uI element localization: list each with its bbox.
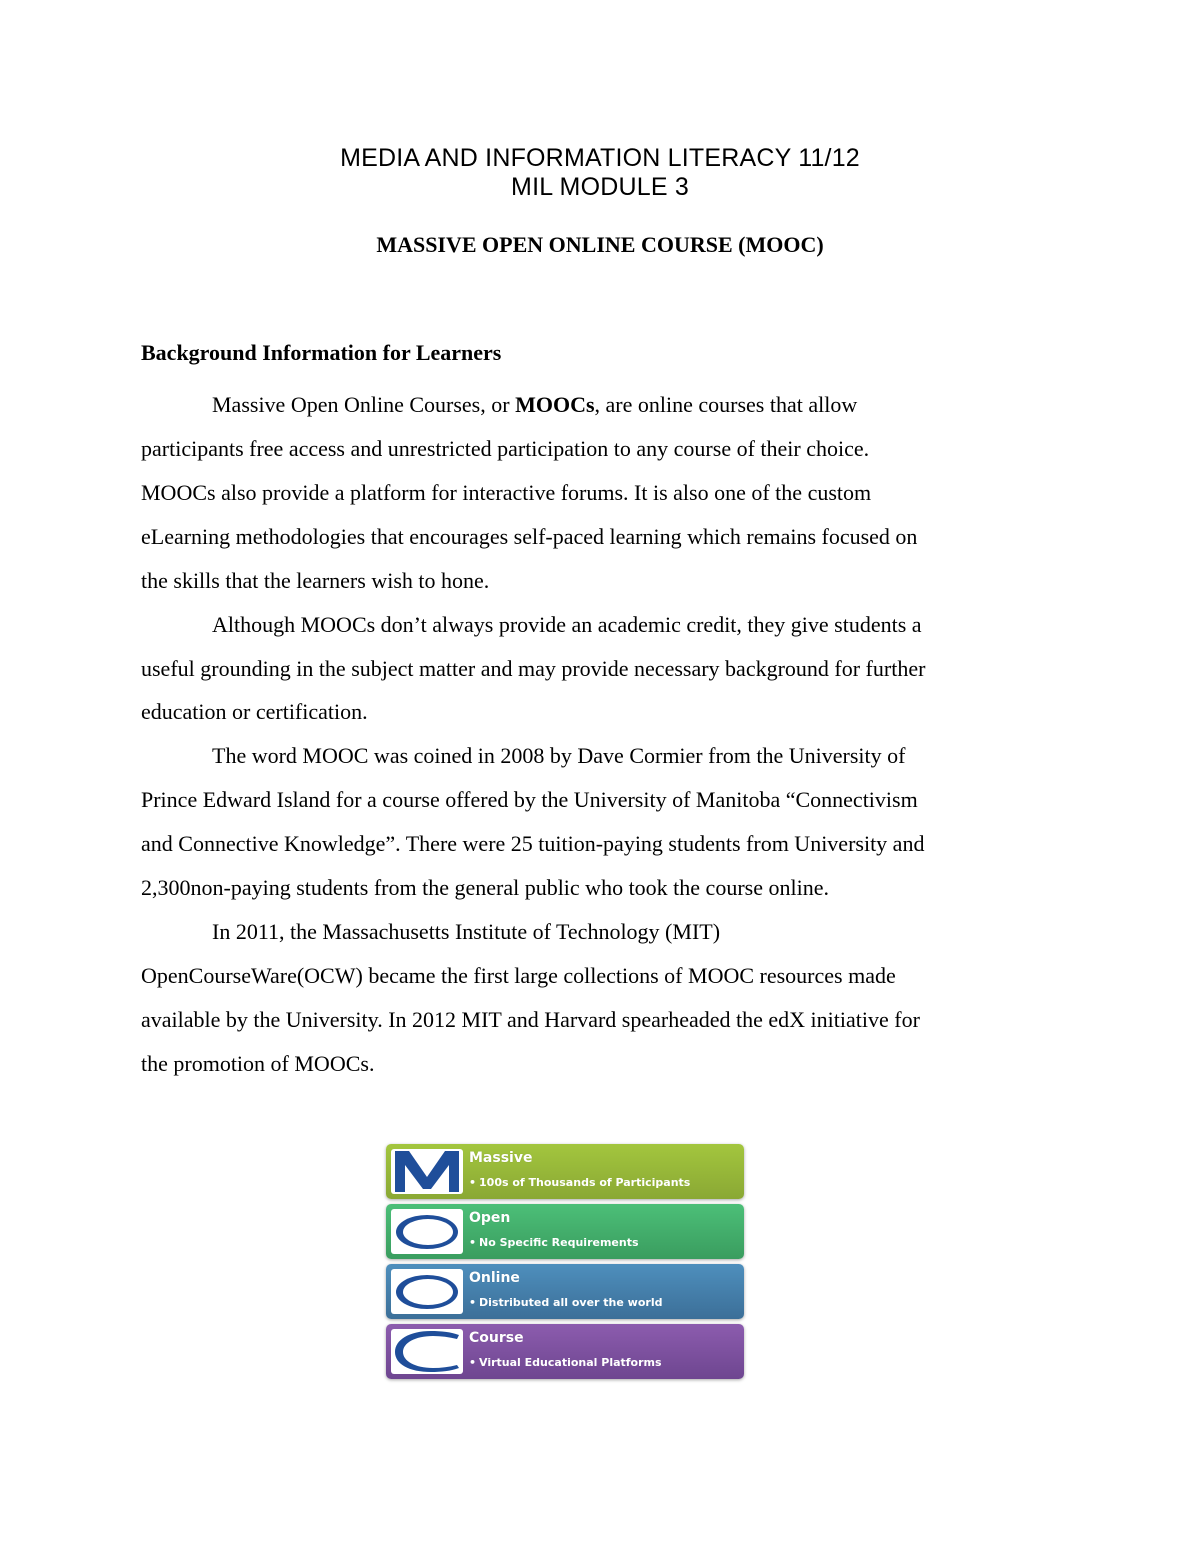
paragraph-2-line-3: education or certification. (141, 699, 368, 724)
paragraph-3-line-1: The word MOOC was coined in 2008 by Dave Cormier from the University of (212, 743, 906, 768)
mooc-description (469, 1176, 690, 1190)
section-heading: Background Information for Learners (141, 340, 502, 365)
paragraph-1-line-4: eLearning methodologies that encourages self-paced learning which remains focused on (141, 524, 918, 549)
mooc-row-open (386, 1204, 744, 1259)
paragraph-2-line-2: useful grounding in the subject matter and may provide necessary background for further (141, 656, 926, 681)
module-title: MIL MODULE 3 (511, 173, 689, 201)
paragraph-4-line-1: In 2011, the Massachusetts Institute of Technology (MIT) (212, 919, 721, 944)
paragraph-1-line-1 (212, 390, 857, 420)
mooc-row-course (386, 1324, 744, 1379)
mooc-description (469, 1296, 662, 1310)
mooc-word: Open (469, 1210, 511, 1226)
mooc-description-text: No Specific Requirements (479, 1236, 639, 1249)
mooc-word: Course (469, 1330, 524, 1346)
letter-o-icon (391, 1269, 463, 1314)
paragraph-3-line-4: 2,300non-paying students from the general public who took the course online. (141, 875, 829, 900)
document-title: MEDIA AND INFORMATION LITERACY 11/12 (340, 144, 860, 172)
paragraph-3-line-2: Prince Edward Island for a course offered by the University of Manitoba “Connectivism (141, 787, 918, 812)
mooc-description (469, 1356, 662, 1370)
bullet-icon: • (469, 1236, 477, 1249)
mooc-row-massive (386, 1144, 744, 1199)
paragraph-3-line-3: and Connective Knowledge”. There were 25 tuition-paying students from University and (141, 831, 925, 856)
mooc-description (469, 1236, 639, 1250)
mooc-acronym-graphic (386, 1144, 744, 1384)
paragraph-4-line-3: available by the University. In 2012 MIT and Harvard spearheaded the edX initiative for (141, 1007, 920, 1032)
paragraph-1-line-3: MOOCs also provide a platform for interactive forums. It is also one of the custom (141, 480, 872, 505)
bullet-icon: • (469, 1356, 477, 1369)
letter-m-icon (391, 1149, 463, 1194)
paragraph-1-line-2: participants free access and unrestricted participation to any course of their choice. (141, 436, 870, 461)
text-run: , are online courses that allow (594, 392, 858, 417)
mooc-description-text: Virtual Educational Platforms (479, 1356, 662, 1369)
mooc-row-online (386, 1264, 744, 1319)
bullet-icon: • (469, 1296, 477, 1309)
mooc-word: Online (469, 1270, 520, 1286)
paragraph-1-line-5: the skills that the learners wish to hone. (141, 568, 490, 593)
paragraph-4-line-2: OpenCourseWare(OCW) became the first large collections of MOOC resources made (141, 963, 896, 988)
text-run: Massive Open Online Courses, or (212, 392, 516, 417)
mooc-description-text: Distributed all over the world (479, 1296, 663, 1309)
paragraph-2-line-1: Although MOOCs don’t always provide an academic credit, they give students a (212, 612, 922, 637)
paragraph-4-line-4: the promotion of MOOCs. (141, 1051, 375, 1076)
bold-term: MOOCs (515, 392, 595, 417)
mooc-description-text: 100s of Thousands of Participants (479, 1176, 691, 1189)
letter-o-icon (391, 1209, 463, 1254)
mooc-word: Massive (469, 1150, 533, 1166)
letter-c-icon (391, 1329, 463, 1374)
bullet-icon: • (469, 1176, 477, 1189)
topic-title: MASSIVE OPEN ONLINE COURSE (MOOC) (376, 232, 824, 257)
